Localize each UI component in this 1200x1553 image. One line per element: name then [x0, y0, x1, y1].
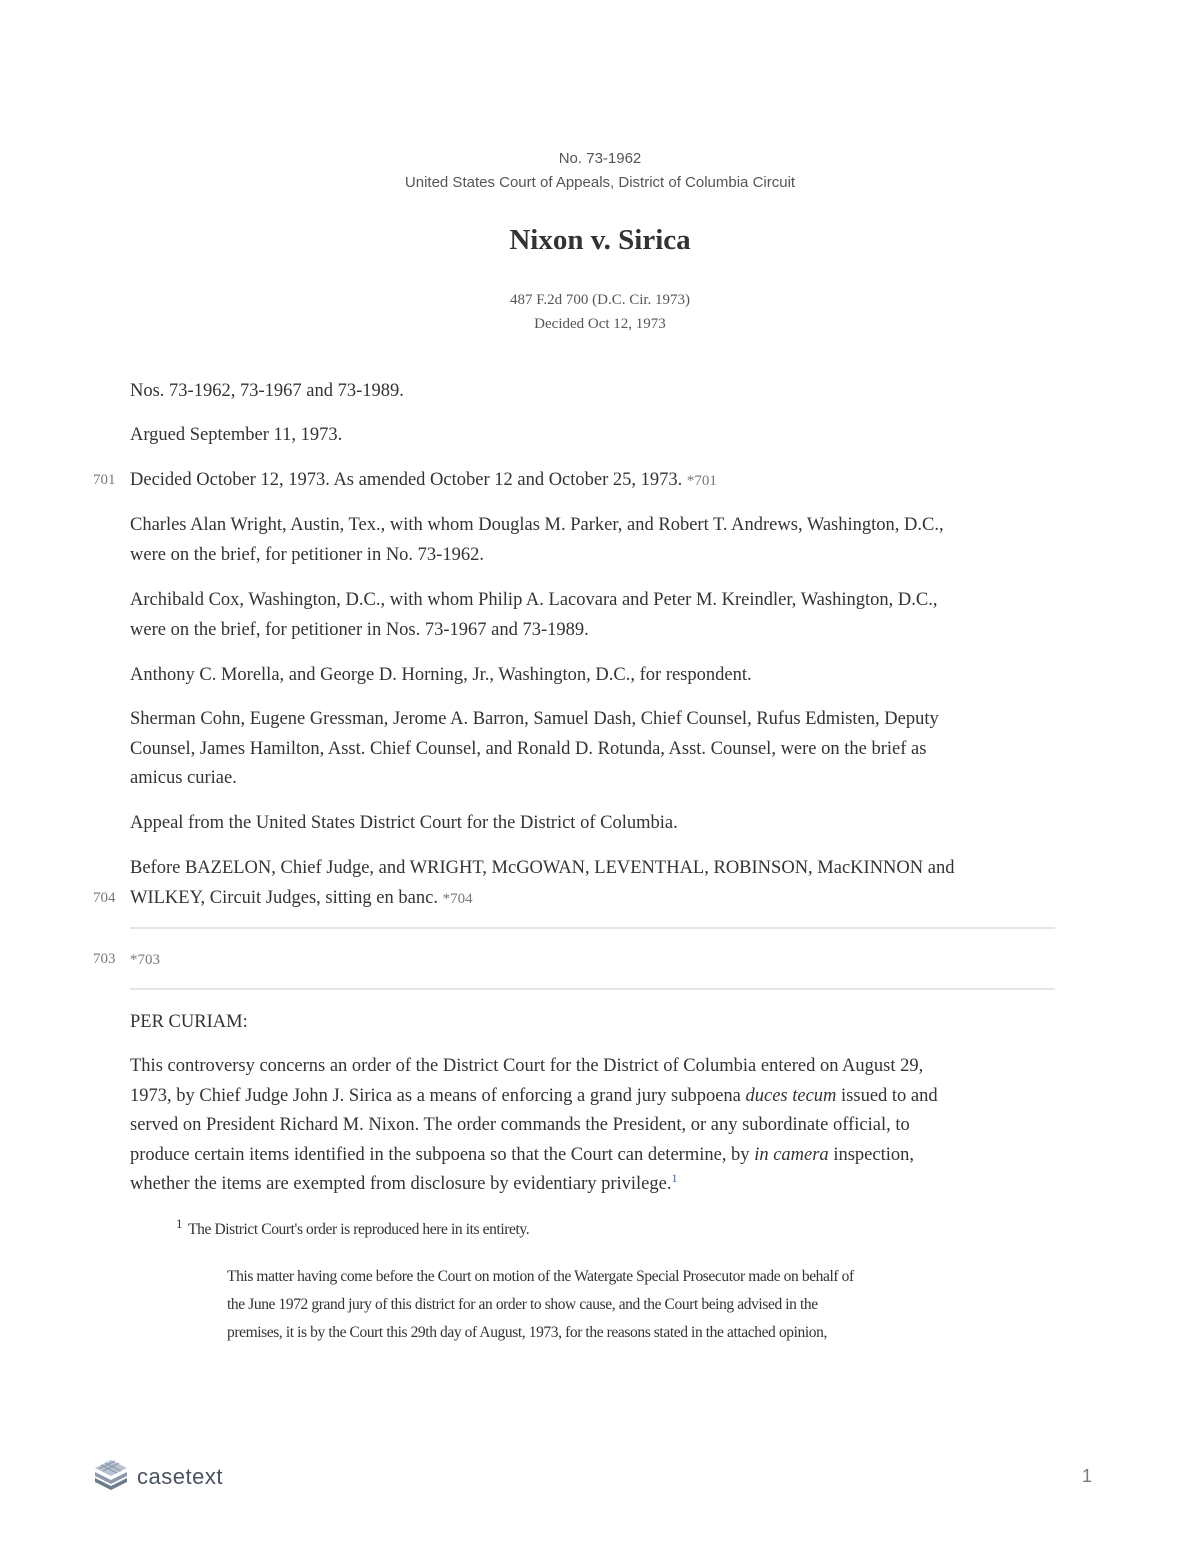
paragraph-line — [130, 884, 1060, 915]
paragraph-line: This controversy concerns an order of the District Court for the District of Columbia entered on August 29, — [130, 1056, 924, 1076]
court-name: United States Court of Appeals, District of Columbia Circuit — [404, 174, 796, 191]
divider — [130, 988, 1055, 990]
opinion-paragraph — [130, 1052, 1060, 1200]
paragraph-line: were on the brief, for petitioner in Nos. 73-1967 and 73-1989. — [130, 619, 589, 640]
paragraph-line: Before BAZELON, Chief Judge, and WRIGHT, McGOWAN, LEVENTHAL, ROBINSON, MacKINNON and — [130, 858, 955, 878]
footnote — [176, 1216, 976, 1239]
paragraph-line: Counsel, James Hamilton, Asst. Chief Counsel, and Ronald D. Rotunda, Asst. Counsel, were on the brief as — [130, 738, 927, 759]
footnote-reference-link[interactable]: 1 — [671, 1170, 678, 1185]
star-page-marker: *704 — [442, 890, 473, 907]
text-run: inspection, — [828, 1144, 914, 1165]
per-curiam-heading: PER CURIAM: — [130, 1012, 248, 1032]
paragraph-line: Archibald Cox, Washington, D.C., with whom Philip A. Lacovara and Peter M. Kreindler, Washington, D.C., — [130, 590, 938, 610]
text-run: issued to and — [836, 1085, 938, 1106]
case-header-docket — [0, 147, 1200, 195]
paragraph-line: amicus curiae. — [130, 768, 237, 788]
text-run: produce certain items identified in the subpoena so that the Court can determine, by — [130, 1144, 755, 1165]
decided-date: Decided Oct 12, 1973 — [534, 316, 666, 332]
special-prosecutor-counsel-paragraph — [130, 586, 1060, 645]
paragraph-line: were on the brief, for petitioner in No. 73-1962. — [130, 544, 484, 565]
petitioner-counsel-paragraph — [130, 511, 1060, 570]
respondent-counsel-paragraph: Anthony C. Morella, and George D. Horning, Jr., Washington, D.C., for respondent. — [130, 665, 752, 685]
case-title: Nixon v. Sirica — [509, 224, 691, 256]
stacked-layers-icon — [93, 1458, 129, 1495]
paragraph-line — [130, 1141, 1060, 1171]
text-run: 1973, by Chief Judge John J. Sirica as a means of enforcing a grand jury subpoena — [130, 1085, 746, 1106]
paragraph-line — [130, 1170, 1060, 1200]
star-page-marker: *701 — [686, 473, 717, 489]
amicus-paragraph — [130, 705, 1060, 794]
star-page-marker: *703 — [130, 952, 160, 968]
case-citation-block — [0, 288, 1200, 336]
decided-paragraph — [130, 466, 1060, 497]
italic-term: duces tecum — [745, 1085, 837, 1106]
margin-page-number: 704 — [93, 890, 116, 906]
paragraph-line: served on President Richard M. Nixon. The order commands the President, or any subordinate official, to — [130, 1115, 910, 1135]
paragraph-line: Charles Alan Wright, Austin, Tex., with whom Douglas M. Parker, and Robert T. Andrews, Washington, D.C., — [130, 515, 944, 535]
case-citation: 487 F.2d 700 (D.C. Cir. 1973) — [509, 292, 691, 308]
footnote-number: 1 — [176, 1216, 183, 1231]
quote-line: the June 1972 grand jury of this district for an order to show cause, and the Court being advised in the — [227, 1296, 818, 1313]
footnote-quoted-order — [227, 1263, 957, 1347]
quote-line: premises, it is by the Court this 29th day of August, 1973, for the reasons stated in the attached opinion, — [227, 1324, 827, 1341]
bench-paragraph — [130, 854, 1060, 914]
casetext-logo — [93, 1458, 223, 1495]
footnote-text: The District Court's order is reproduced here in its entirety. — [188, 1221, 530, 1239]
page-number: 1 — [1082, 1466, 1093, 1486]
margin-page-number: 701 — [93, 472, 116, 488]
docket-number: No. 73-1962 — [558, 150, 642, 167]
text-run: whether the items are exempted from disclosure by evidentiary privilege. — [130, 1174, 672, 1194]
decided-text: Decided October 12, 1973. As amended October 12 and October 25, 1973. — [130, 470, 683, 490]
logo-wordmark: casetext — [137, 1463, 223, 1489]
star-page-paragraph — [130, 945, 1060, 976]
margin-page-number: 703 — [93, 951, 116, 967]
paragraph-line: Sherman Cohn, Eugene Gressman, Jerome A. Barron, Samuel Dash, Chief Counsel, Rufus Edmisten, Deputy — [130, 709, 939, 729]
argued-date: Argued September 11, 1973. — [130, 425, 343, 445]
appeal-paragraph: Appeal from the United States District Court for the District of Columbia. — [130, 813, 678, 833]
case-numbers: Nos. 73-1962, 73-1967 and 73-1989. — [130, 381, 404, 401]
italic-term: in camera — [754, 1144, 829, 1165]
bench-text: WILKEY, Circuit Judges, sitting en banc. — [130, 887, 438, 908]
paragraph-line — [130, 1082, 1060, 1112]
divider — [130, 927, 1055, 929]
quote-line: This matter having come before the Court on motion of the Watergate Special Prosecutor made on behalf of — [227, 1268, 854, 1285]
